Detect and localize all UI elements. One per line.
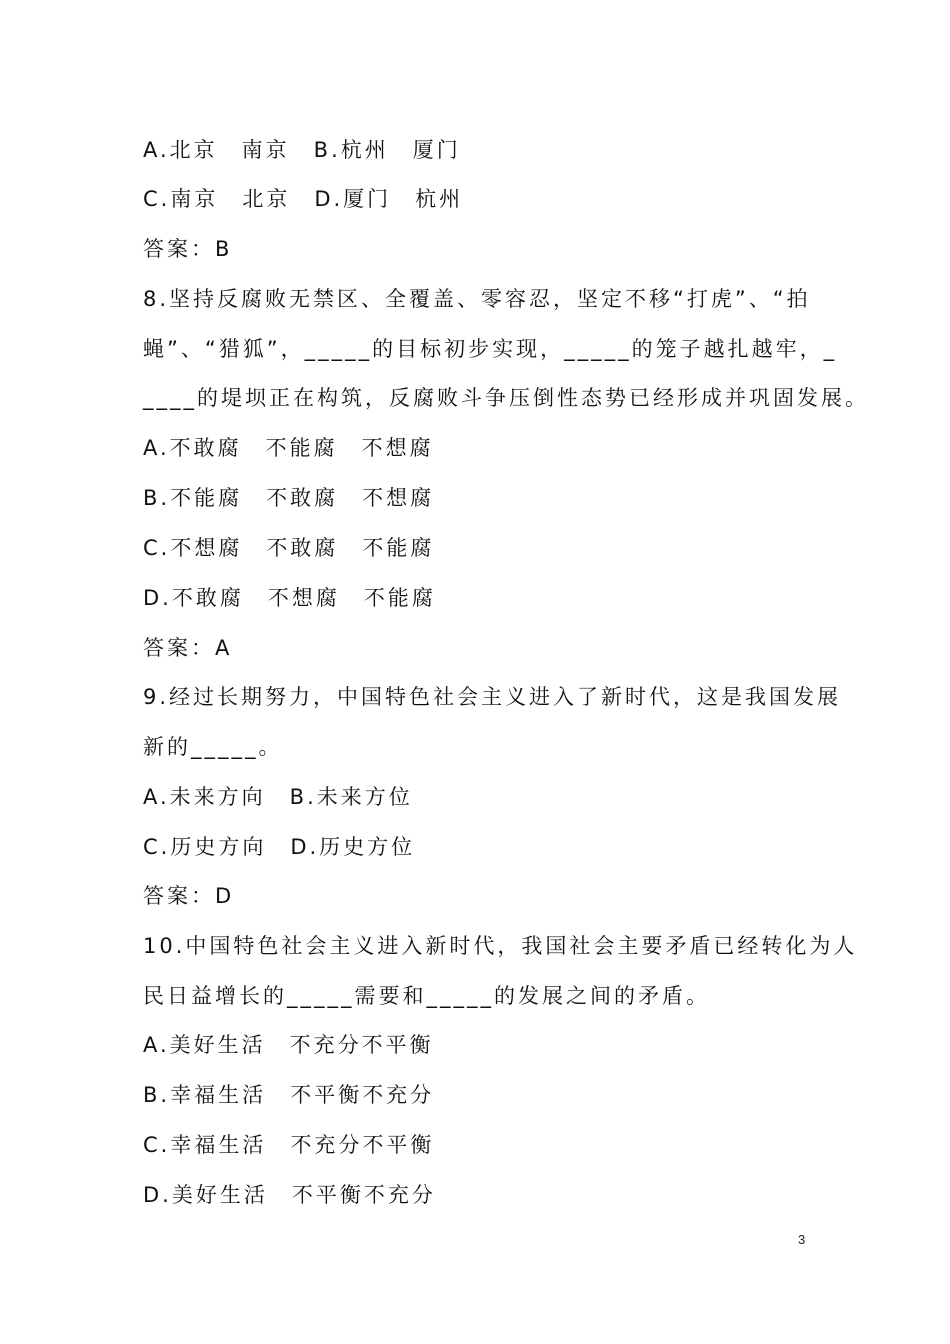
q8-stem-line-3: ____的堤坝正在构筑，反腐败斗争压倒性态势已经形成并巩固发展。 <box>143 386 869 410</box>
q9-stem-line-1: 9.经过长期努力，中国特色社会主义进入了新时代，这是我国发展 <box>143 685 842 709</box>
q10-option-c: C.幸福生活 不充分不平衡 <box>143 1133 435 1157</box>
q8-option-c: C.不想腐 不敢腐 不能腐 <box>143 536 435 560</box>
q7-options-cd: C.南京 北京 D.厦门 杭州 <box>143 187 464 211</box>
q7-answer: 答案：B <box>143 237 233 261</box>
q9-stem-line-2: 新的_____。 <box>143 735 283 759</box>
q10-stem-line-2: 民日益增长的_____需要和_____的发展之间的矛盾。 <box>143 984 710 1008</box>
q10-option-a: A.美好生活 不充分不平衡 <box>143 1033 434 1057</box>
q8-option-a: A.不敢腐 不能腐 不想腐 <box>143 436 434 460</box>
q9-options-ab: A.未来方向 B.未来方位 <box>143 785 413 809</box>
q8-option-b: B.不能腐 不敢腐 不想腐 <box>143 486 435 510</box>
page-number: 3 <box>798 1232 806 1247</box>
q9-options-cd: C.历史方向 D.历史方位 <box>143 835 416 859</box>
q8-stem-line-2: 蝇”、“猎狐”，_____的目标初步实现，_____的笼子越扎越牢，_ <box>143 337 838 361</box>
q9-answer: 答案：D <box>143 884 235 908</box>
q7-options-ab: A.北京 南京 B.杭州 厦门 <box>143 138 461 162</box>
q8-option-d: D.不敢腐 不想腐 不能腐 <box>143 586 436 610</box>
q10-option-b: B.幸福生活 不平衡不充分 <box>143 1083 435 1107</box>
q8-answer: 答案：A <box>143 636 233 660</box>
q8-stem-line-1: 8.坚持反腐败无禁区、全覆盖、零容忍，坚定不移“打虎”、“拍 <box>143 287 811 311</box>
q10-stem-line-1: 10.中国特色社会主义进入新时代，我国社会主要矛盾已经转化为人 <box>143 934 858 958</box>
q10-option-d: D.美好生活 不平衡不充分 <box>143 1183 436 1207</box>
